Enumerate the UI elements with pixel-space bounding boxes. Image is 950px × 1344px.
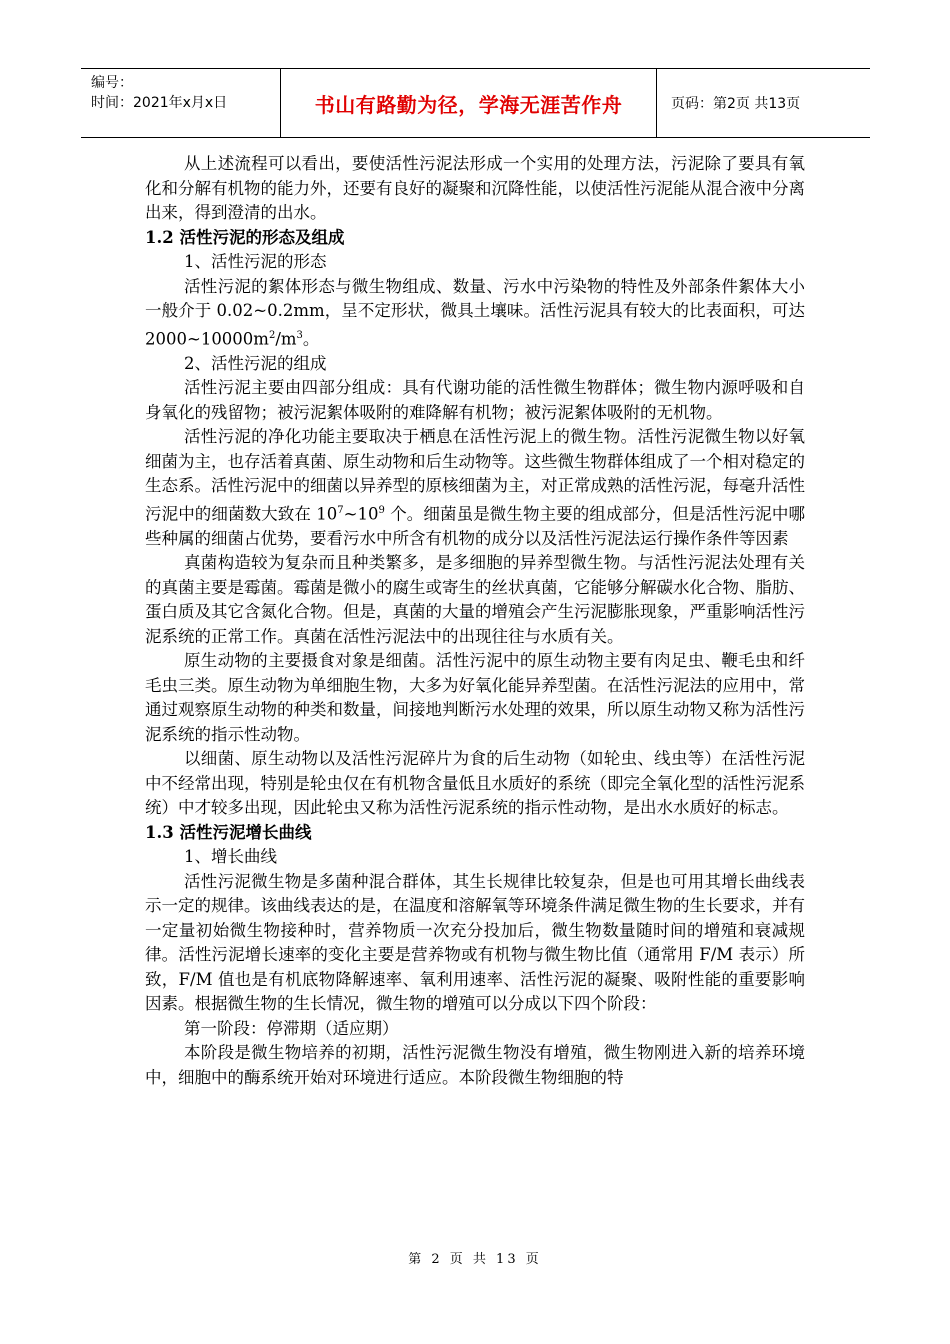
paragraph: 原生动物的主要摄食对象是细菌。活性污泥中的原生动物主要有肉足虫、鞭毛虫和纤毛虫三类。原生动物为单细胞生物，大多为好氧化能异养型菌。在活性污泥法的应用中，常通过观察原生动物的种类和数量，间接地判断污水处理的效果，所以原生动物又称为活性污泥系统的指示性动物。 [145,651,805,744]
text-run: ~10 [343,504,379,523]
superscript: 3 [296,329,303,341]
section-heading: 1.2 活性污泥的形态及组成 [145,227,345,247]
paragraph: 真菌构造较为复杂而且种类繁多，是多细胞的异养型微生物。与活性污泥法处理有关的真菌主要是霉菌。霉菌是微小的腐生或寄生的丝状真菌，它能够分解碳水化合物、脂肪、蛋白质及其它含氮化合物。但是，真菌的大量的增殖会产生污泥膨胀现象，严重影响活性污泥系统的正常工作。真菌在活性污泥法中的出现往往与水质有关。 [145,553,805,646]
paragraph [145,425,805,551]
page-header [81,68,870,138]
text-run: /m [275,329,297,348]
paragraph: 以细菌、原生动物以及活性污泥碎片为食的后生动物（如轮虫、线虫等）在活性污泥中不经常出现，特别是轮虫仅在有机物含量低且水质好的系统（即完全氧化型的活性污泥系统）中才较多出现，因此轮虫又称为活性污泥系统的指示性动物，是出水水质好的标志。 [145,749,805,817]
header-motto: 书山有路勤为径，学海无涯苦作舟 [281,69,657,137]
subsection-heading: 第一阶段：停滞期（适应期） [184,1018,399,1038]
header-page-info: 页码：第2页 共13页 [671,96,801,112]
paragraph [145,275,805,352]
superscript: 9 [378,504,385,516]
paragraph: 活性污泥主要由四部分组成：具有代谢功能的活性微生物群体；微生物内源呼吸和自身氧化的残留物；被污泥絮体吸附的难降解有机物；被污泥絮体吸附的无机物。 [145,378,805,422]
paragraph: 本阶段是微生物培养的初期，活性污泥微生物没有增殖，微生物刚进入新的培养环境中，细胞中的酶系统开始对环境进行适应。本阶段微生物细胞的特 [145,1043,805,1087]
text-run: 活性污泥的絮体形态与微生物组成、数量、污水中污染物的特性及外部条件絮体大小一般介于 0.02~0.2mm，呈不定形状，微具土壤味。活性污泥具有较大的比表面积，可达 2000~10000m [145,276,805,348]
text-run: 个。细菌虽是微生物主要的组成部分，但是活性污泥中哪些种属的细菌占优势，要看污水中所含有机物的成分以及活性污泥法运行操作条件等因素 [145,504,805,548]
superscript: 7 [337,504,344,516]
paragraph: 从上述流程可以看出，要使活性污泥法形成一个实用的处理方法，污泥除了要具有氧化和分解有机物的能力外，还要有良好的凝聚和沉降性能，以使活性污泥能从混合液中分离出来，得到澄清的出水。 [145,154,805,222]
header-meta [81,69,281,137]
header-number: 编号： [91,75,133,91]
subsection-heading: 1、增长曲线 [184,847,277,866]
header-time: 时间：2021年x月x日 [91,95,228,111]
subsection-heading: 2、活性污泥的组成 [184,353,327,373]
document-body [145,152,805,1090]
subsection-heading: 1、活性污泥的形态 [184,252,327,271]
text-run: 。 [302,329,320,348]
section-heading: 1.3 活性污泥增长曲线 [145,822,312,842]
page-footer: 第 2 页 共 13 页 [408,1252,542,1267]
superscript: 2 [268,329,276,341]
paragraph: 活性污泥微生物是多菌种混合群体，其生长规律比较复杂，但是也可用其增长曲线表示一定的规律。该曲线表达的是，在温度和溶解氧等环境条件满足微生物的生长要求，并有一定量初始微生物接种时，营养物质一次充分投加后，微生物数量随时间的增殖和衰减规律。活性污泥增长速率的变化主要是营养物或有机物与微生物比值（通常用 F/M 表示）所致，F/M 值也是有机底物降解速率、氧利用速率、活性污泥的凝聚、吸附性能的重要影响因素。根据微生物的生长情况，微生物的增殖可以分成以下四个阶段： [145,871,805,1013]
text-run: 活性污泥的净化功能主要取决于栖息在活性污泥上的微生物。活性污泥微生物以好氧细菌为主，也存活着真菌、原生动物和后生动物等。这些微生物群体组成了一个相对稳定的生态系。活性污泥中的细菌以异养型的原核细菌为主，对正常成熟的活性污泥，每毫升活性污泥中的细菌数大致在 10 [145,427,805,523]
